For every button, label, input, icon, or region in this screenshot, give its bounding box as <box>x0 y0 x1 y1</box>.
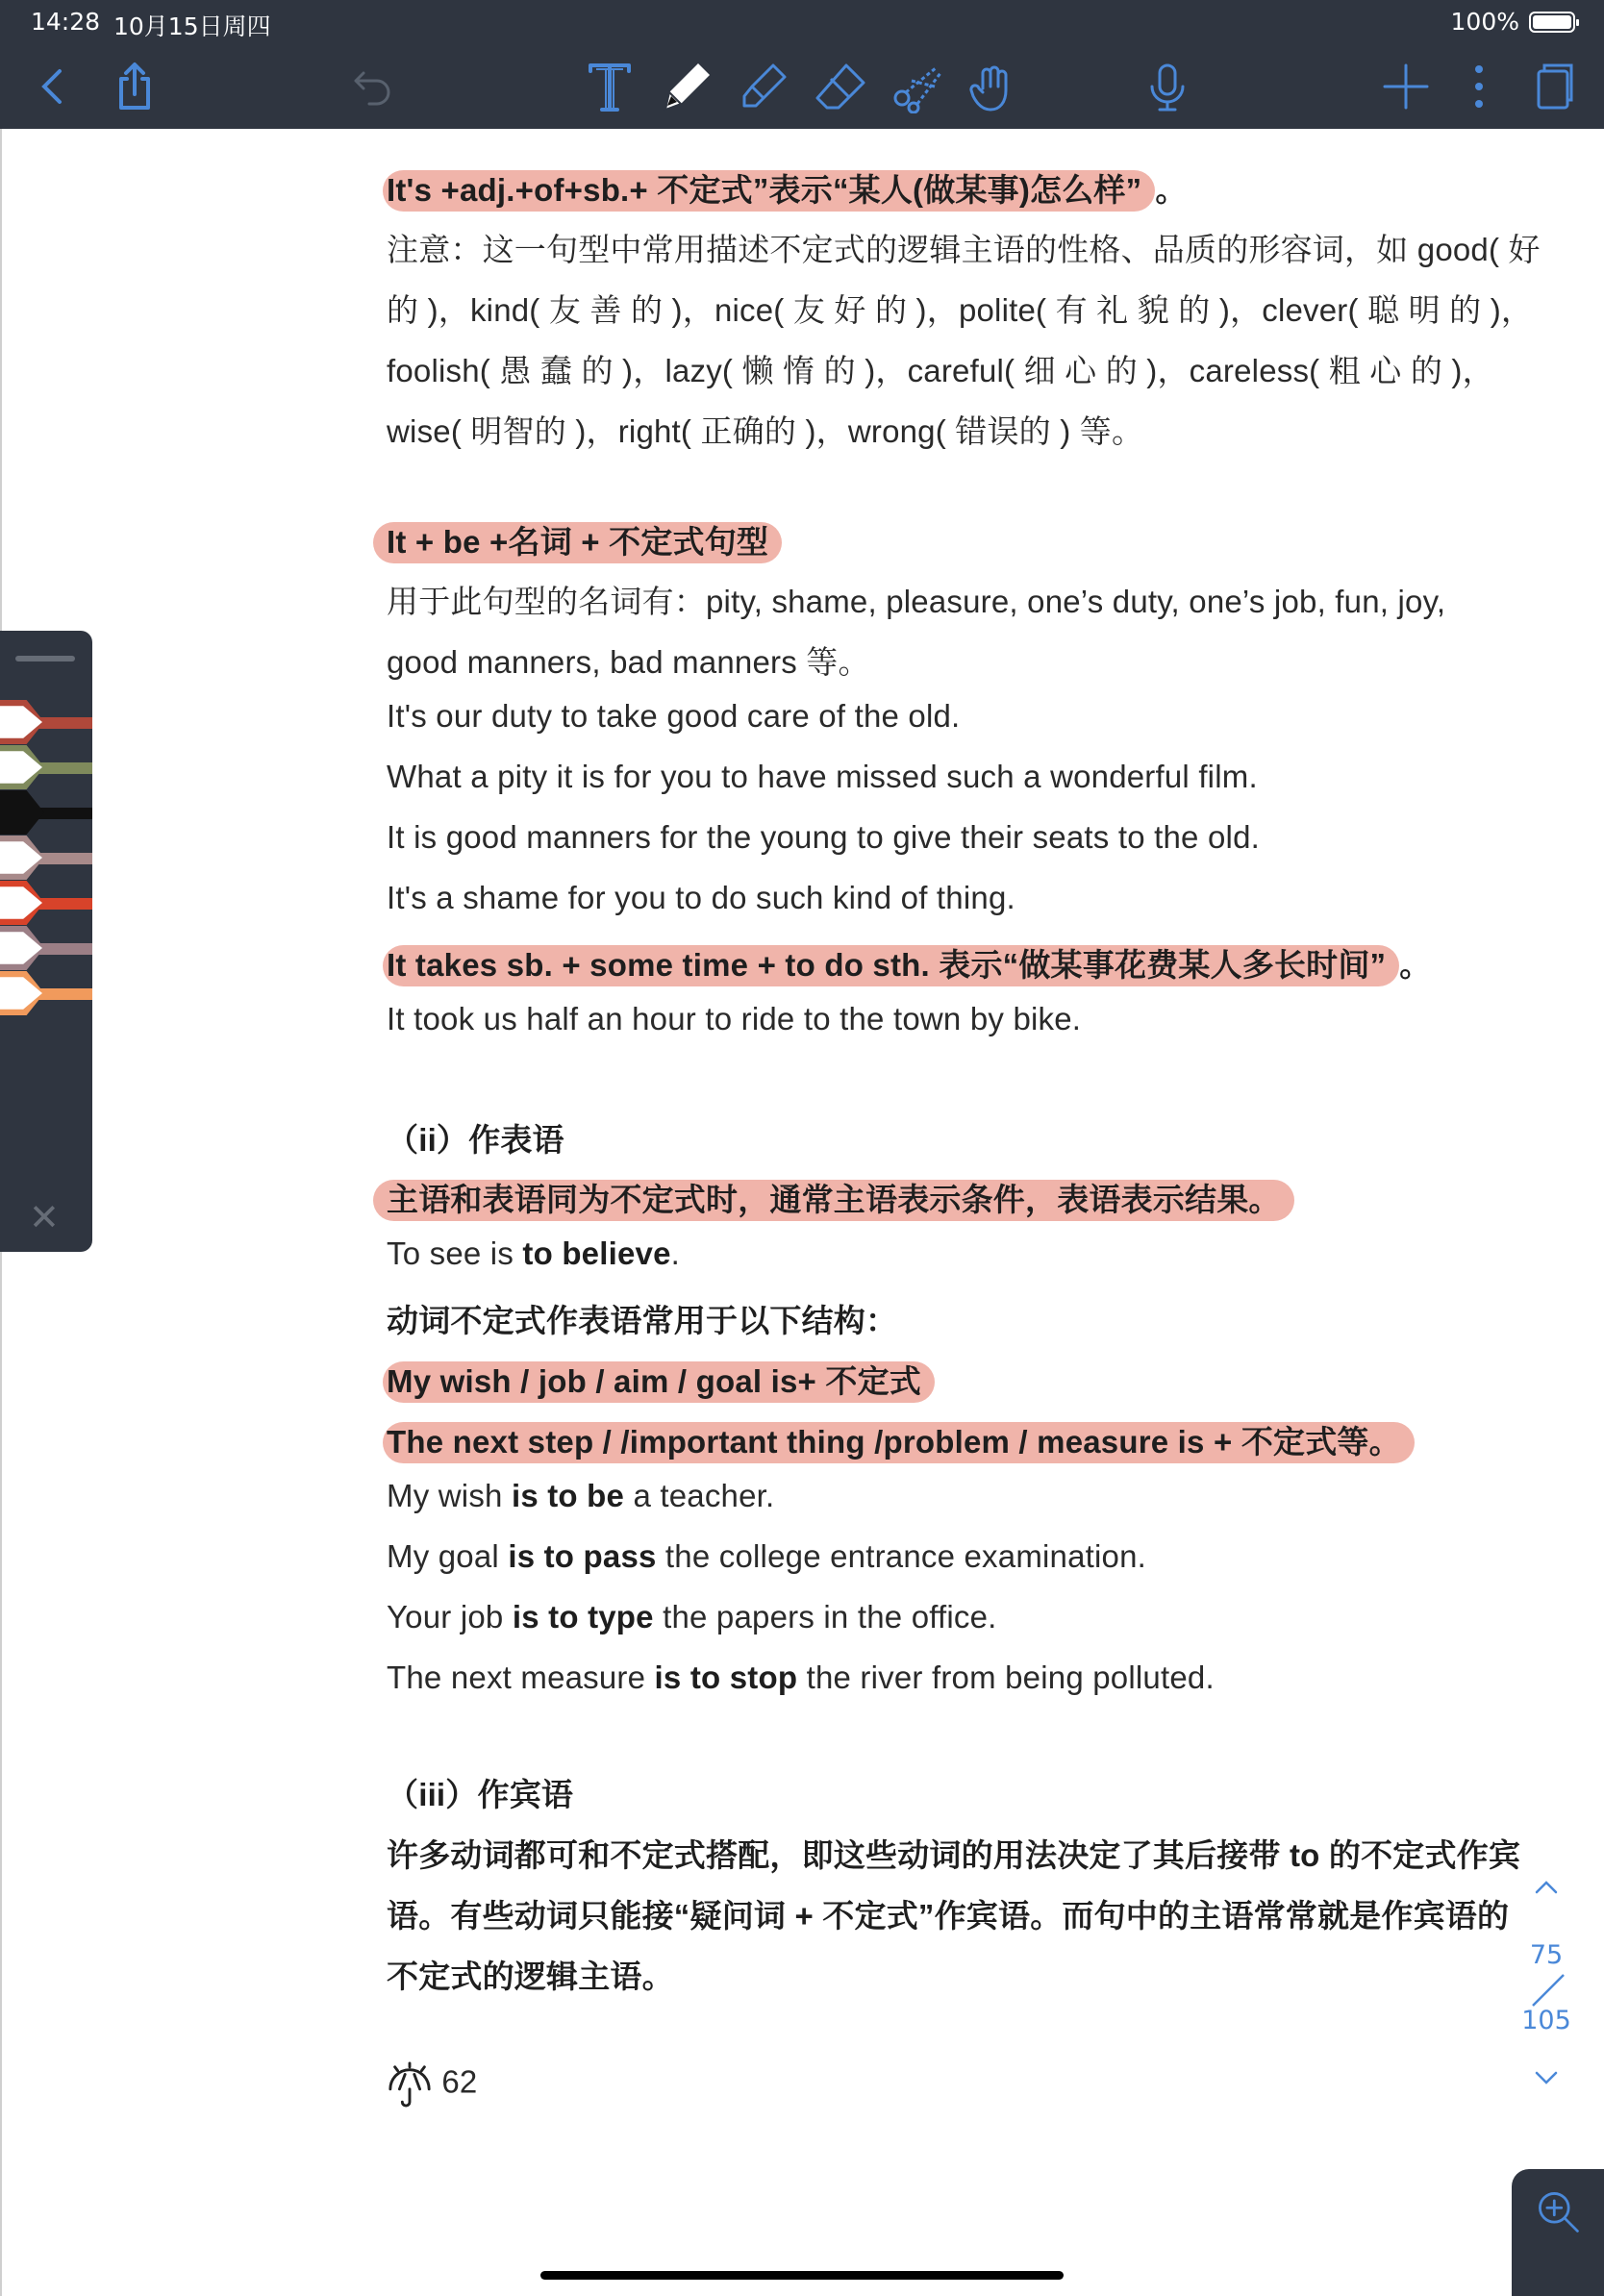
text-line <box>387 517 782 562</box>
text-tool-button[interactable] <box>581 58 639 115</box>
pen-tip <box>0 747 42 787</box>
page-separator <box>1529 1971 1567 2009</box>
total-pages: 105 <box>1521 2006 1571 2035</box>
battery-icon <box>1529 12 1575 33</box>
current-page: 75 <box>1529 1940 1564 1970</box>
text-line: 语。有些动词只能接“疑问词 + 不定式”作宾语。而句中的主语常常就是作宾语的 <box>387 1898 1510 1934</box>
document-page[interactable] <box>0 129 1604 2296</box>
pen-orange-red[interactable] <box>0 881 92 925</box>
page-footer <box>387 2061 477 2108</box>
pen-tip <box>0 837 42 878</box>
more-button[interactable] <box>1450 58 1508 115</box>
pen-olive[interactable] <box>0 745 92 789</box>
text-line: 许多动词都可和不定式搭配，即这些动词的用法决定了其后接带 to 的不定式作宾 <box>387 1837 1521 1873</box>
lasso-tool-icon <box>890 60 944 113</box>
highlight-mark: My wish / job / aim / goal is+ 不定式 <box>383 1361 935 1403</box>
back-icon <box>25 60 79 113</box>
highlighter-tool-icon <box>737 60 790 113</box>
text-line: It is good manners for the young to give their seats to the old. <box>387 819 1260 855</box>
eraser-tool-button[interactable] <box>812 58 869 115</box>
share-button[interactable] <box>106 58 163 115</box>
back-button[interactable] <box>23 58 81 115</box>
page-view-icon <box>1525 60 1579 113</box>
text-line: 动词不定式作表语常用于以下结构： <box>387 1303 898 1338</box>
zoom-in-icon <box>1533 2186 1583 2236</box>
add-button[interactable] <box>1377 58 1435 115</box>
status-bar <box>0 0 1604 46</box>
close-tray-icon[interactable]: ✕ <box>29 1196 60 1238</box>
lasso-tool-button[interactable] <box>889 58 946 115</box>
pen-red[interactable] <box>0 700 92 744</box>
text-line: It took us half an hour to ride to the town by bike. <box>387 1001 1082 1036</box>
eraser-tool-icon <box>814 60 867 113</box>
text-line: Your job is to type the papers in the office. <box>387 1599 997 1635</box>
page-view-button[interactable] <box>1523 58 1581 115</box>
hand-tool-icon <box>965 60 1019 113</box>
highlight-mark: It takes sb. + some time + to do sth. 表示“做某事花费某人多长时间” <box>383 945 1399 986</box>
pen-tip <box>0 928 42 968</box>
undo-button[interactable] <box>344 58 402 115</box>
highlight-mark: 主语和表语同为不定式时，通常主语表示条件，表语表示结果。 <box>373 1180 1294 1221</box>
microphone-icon <box>1140 60 1194 113</box>
pen-rose[interactable] <box>0 926 92 970</box>
status-date: 10月15日周四 <box>113 12 271 40</box>
text-line <box>387 1357 935 1402</box>
pen-body <box>0 790 44 835</box>
text-line: My wish is to be a teacher. <box>387 1478 775 1513</box>
umbrella-logo-icon <box>387 2061 433 2108</box>
text-line <box>387 1175 1294 1220</box>
microphone-button[interactable] <box>1139 58 1196 115</box>
section-heading: （ii）作表语 <box>387 1122 564 1158</box>
highlighter-tool-button[interactable] <box>735 58 792 115</box>
text-line: My goal is to pass the college entrance examination. <box>387 1538 1147 1574</box>
highlight-mark: It's +adj.+of+sb.+ 不定式”表示“某人(做某事)怎么样” <box>383 170 1155 212</box>
text-line: It takes sb. + some time + to do sth. 表示“做某事花费某人多长时间” 。 <box>387 940 1431 986</box>
text-line: 用于此句型的名词有：pity, shame, pleasure, one’s duty, one’s job, fun, joy, <box>387 584 1446 619</box>
tray-drag-handle[interactable] <box>15 656 75 661</box>
text-line: The next measure is to stop the river from being polluted. <box>387 1660 1215 1695</box>
more-icon <box>1452 60 1506 113</box>
share-icon <box>108 60 162 113</box>
text-tool-icon <box>583 60 637 113</box>
pen-mauve[interactable] <box>0 836 92 880</box>
pen-tip <box>0 973 42 1013</box>
text-line: foolish( 愚 蠢 的 )，lazy( 懒 惰 的 )，careful( 细 心 的 )，careless( 粗 心 的 )， <box>387 353 1494 388</box>
text-line: wise( 明智的 )，right( 正确的 )，wrong( 错误的 ) 等。 <box>387 413 1144 449</box>
page-navigator <box>1508 1865 1585 2096</box>
zoom-button[interactable] <box>1512 2169 1604 2296</box>
status-time: 14:28 <box>31 8 101 36</box>
section-heading: （iii）作宾语 <box>387 1777 574 1812</box>
page-number: 62 <box>441 2063 478 2100</box>
top-toolbar <box>0 0 1604 129</box>
text-line: 不定式的逻辑主语。 <box>387 1959 674 1994</box>
battery-percentage: 100% <box>1450 8 1519 36</box>
text-line: What a pity it is for you to have missed such a wonderful film. <box>387 759 1258 794</box>
pen-tip <box>0 883 42 923</box>
hand-tool-button[interactable] <box>964 58 1021 115</box>
pen-tool-button[interactable] <box>658 58 715 115</box>
undo-icon <box>346 60 400 113</box>
text-line: 的 )，kind( 友 善 的 )，nice( 友 好 的 )，polite( 有 礼 貌 的 )，clever( 聪 明 的 )， <box>387 292 1534 328</box>
pen-tool-icon <box>660 60 714 113</box>
highlight-mark: It + be +名词 + 不定式句型 <box>373 522 782 563</box>
pen-peach[interactable] <box>0 971 92 1015</box>
pen-black[interactable] <box>0 790 92 835</box>
text-line: To see is to believe. <box>387 1235 681 1271</box>
text-line: good manners, bad manners 等。 <box>387 644 870 680</box>
text-line: It's +adj.+of+sb.+ 不定式”表示“某人(做某事)怎么样” 。 <box>387 165 1188 211</box>
text-line: 注意：这一句型中常用描述不定式的逻辑主语的性格、品质的形容词，如 good( 好 <box>387 232 1541 267</box>
next-page-icon[interactable] <box>1531 2063 1562 2094</box>
text-line <box>387 1417 1415 1462</box>
text-line: It's a shame for you to do such kind of thing. <box>387 880 1015 915</box>
home-indicator[interactable] <box>540 2271 1064 2280</box>
pen-tray[interactable] <box>0 631 92 1252</box>
add-icon <box>1379 60 1433 113</box>
text-line: It's our duty to take good care of the old. <box>387 698 961 734</box>
pen-tip <box>0 702 42 742</box>
previous-page-icon[interactable] <box>1531 1871 1562 1902</box>
highlight-mark: The next step / /important thing /problem / measure is + 不定式等。 <box>383 1422 1415 1463</box>
